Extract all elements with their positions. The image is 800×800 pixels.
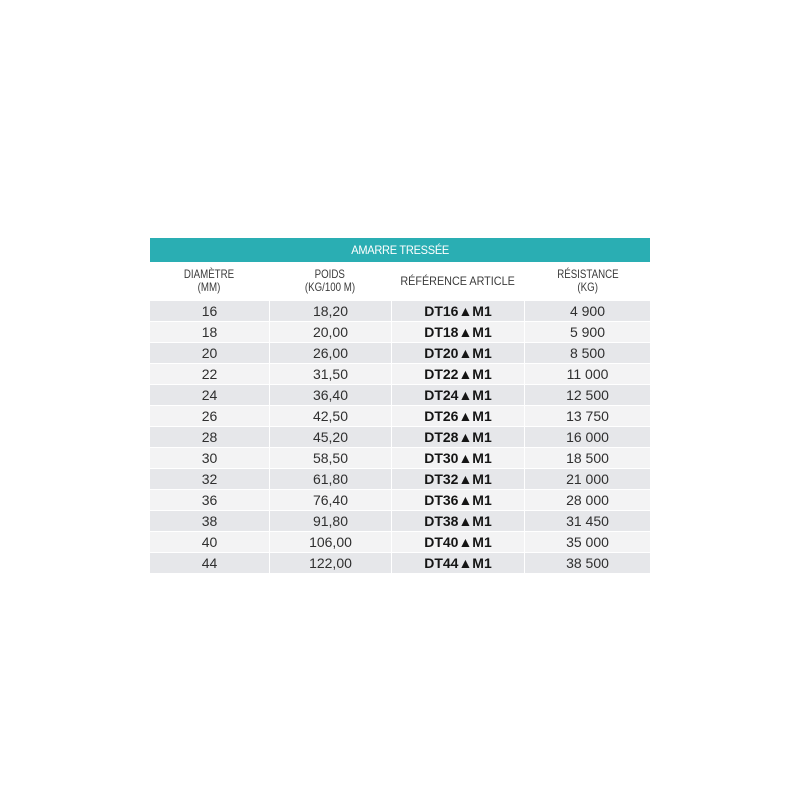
table-row — [150, 300, 650, 321]
table-row — [150, 468, 650, 489]
cell-diametre: 28 — [150, 427, 269, 447]
header-poids: POIDS (KG/100 M) — [305, 267, 356, 294]
cell-reference: DT38▲M1 — [392, 511, 524, 531]
cell-reference: DT44▲M1 — [392, 553, 524, 573]
cell-diametre: 38 — [150, 511, 269, 531]
cell-poids: 42,50 — [270, 406, 391, 426]
cell-reference: DT36▲M1 — [392, 490, 524, 510]
cell-reference: DT22▲M1 — [392, 364, 524, 384]
cell-poids: 26,00 — [270, 343, 391, 363]
cell-poids: 58,50 — [270, 448, 391, 468]
cell-diametre: 32 — [150, 469, 269, 489]
cell-reference: DT40▲M1 — [392, 532, 524, 552]
table-row — [150, 384, 650, 405]
cell-diametre: 26 — [150, 406, 269, 426]
cell-poids: 76,40 — [270, 490, 391, 510]
table-body — [150, 300, 650, 573]
table-row — [150, 363, 650, 384]
table-row — [150, 426, 650, 447]
table-row — [150, 405, 650, 426]
cell-resistance: 5 900 — [525, 322, 650, 342]
table-row — [150, 447, 650, 468]
cell-reference: DT30▲M1 — [392, 448, 524, 468]
cell-reference: DT20▲M1 — [392, 343, 524, 363]
cell-reference: DT18▲M1 — [392, 322, 524, 342]
cell-poids: 61,80 — [270, 469, 391, 489]
cell-resistance: 4 900 — [525, 301, 650, 321]
cell-diametre: 16 — [150, 301, 269, 321]
cell-poids: 20,00 — [270, 322, 391, 342]
table-row — [150, 321, 650, 342]
cell-poids: 106,00 — [270, 532, 391, 552]
cell-resistance: 16 000 — [525, 427, 650, 447]
cell-resistance: 38 500 — [525, 553, 650, 573]
table-header — [150, 262, 650, 300]
cell-diametre: 36 — [150, 490, 269, 510]
table-row — [150, 552, 650, 573]
cell-diametre: 22 — [150, 364, 269, 384]
cell-diametre: 30 — [150, 448, 269, 468]
table-row — [150, 489, 650, 510]
cell-diametre: 18 — [150, 322, 269, 342]
header-reference: RÉFÉRENCE ARTICLE — [400, 273, 516, 288]
cell-resistance: 31 450 — [525, 511, 650, 531]
spec-table — [150, 238, 650, 571]
cell-reference: DT16▲M1 — [392, 301, 524, 321]
header-diametre: DIAMÈTRE (MM) — [184, 267, 235, 294]
cell-resistance: 35 000 — [525, 532, 650, 552]
cell-resistance: 13 750 — [525, 406, 650, 426]
cell-poids: 18,20 — [270, 301, 391, 321]
cell-resistance: 21 000 — [525, 469, 650, 489]
cell-resistance: 11 000 — [525, 364, 650, 384]
table-row — [150, 342, 650, 363]
cell-resistance: 28 000 — [525, 490, 650, 510]
cell-diametre: 44 — [150, 553, 269, 573]
cell-reference: DT26▲M1 — [392, 406, 524, 426]
cell-poids: 91,80 — [270, 511, 391, 531]
header-resistance: RÉSISTANCE (KG) — [556, 267, 619, 294]
cell-poids: 45,20 — [270, 427, 391, 447]
table-row — [150, 531, 650, 552]
cell-diametre: 24 — [150, 385, 269, 405]
cell-reference: DT24▲M1 — [392, 385, 524, 405]
cell-diametre: 20 — [150, 343, 269, 363]
cell-poids: 31,50 — [270, 364, 391, 384]
cell-poids: 36,40 — [270, 385, 391, 405]
cell-resistance: 18 500 — [525, 448, 650, 468]
cell-poids: 122,00 — [270, 553, 391, 573]
cell-reference: DT28▲M1 — [392, 427, 524, 447]
cell-resistance: 8 500 — [525, 343, 650, 363]
cell-reference: DT32▲M1 — [392, 469, 524, 489]
table-title-bar — [150, 238, 650, 262]
table-title: AMARRE TRESSÉE — [351, 243, 449, 257]
cell-resistance: 12 500 — [525, 385, 650, 405]
table-row — [150, 510, 650, 531]
cell-diametre: 40 — [150, 532, 269, 552]
